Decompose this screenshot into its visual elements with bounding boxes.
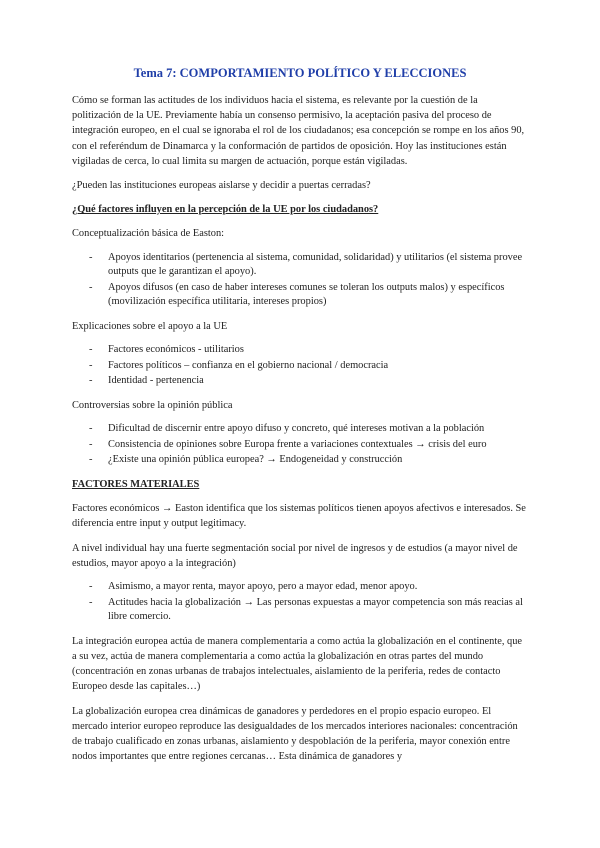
list-item: - Factores económicos - utilitarios	[72, 343, 528, 358]
economicos-paragraph: Factores económicos → Easton identifica que los sistemas políticos tienen apoyos afectivos e interesados. Se diferencia entre input y output legitimacy.	[72, 503, 526, 530]
list-item: - Actitudes hacia la globalización → Las personas expuestas a mayor competencia son más reacias al libre comercio.	[72, 596, 528, 625]
intro-paragraph: Cómo se forman las actitudes de los individuos hacia el sistema, es relevante por la cuestión de la politización de la UE. Previamente había un consenso permisivo, la aceptación pasiva del proceso de integración europeo, en el cual se ignoraba el rol de los ciudadanos; esa concepción se rompe en los años 90, con el referéndum de Dinamarca y la conformación de partidos de oposición. Hoy las instituciones están vigiladas de cerca, lo cual limita su margen de actuación, porque están vigiladas.	[72, 95, 525, 167]
individual-paragraph: A nivel individual hay una fuerte segmentación social por nivel de ingresos y de estudios (a mayor nivel de estudios, mayor apoyo a la integración)	[72, 542, 518, 569]
list-item: - ¿Existe una opinión pública europea? → Endogeneidad y construcción	[72, 453, 528, 468]
individual-list	[72, 580, 528, 625]
document-page	[72, 66, 528, 773]
globalizacion-paragraph: La globalización europea crea dinámicas de ganadores y perdedores en el propio espacio europeo. El mercado interior europeo reproduce las desigualdades de los mercados interiores nacionales: concentración de trabajo cualificado en zonas urbanas, aislamiento y despoblación de la periferia, mayor conexión entre nodos importantes que entre regiones cercanas… Esta dinámica de ganadores y	[72, 705, 518, 763]
list-item: - Identidad - pertenencia	[72, 374, 528, 389]
document-title: Tema 7: COMPORTAMIENTO POLÍTICO Y ELECCIONES	[133, 66, 467, 80]
controversias-list	[72, 422, 528, 468]
list-item: - Asimismo, a mayor renta, mayor apoyo, pero a mayor edad, menor apoyo.	[72, 580, 528, 595]
list-item: - Apoyos difusos (en caso de haber intereses comunes se toleran los outputs malos) y específicos (movilización específica utilitaria, intereses propios)	[72, 281, 528, 310]
section-heading-factores: ¿Qué factores influyen en la percepción de la UE por los ciudadanos?	[72, 204, 379, 216]
integracion-paragraph: La integración europea actúa de manera complementaria a como actúa la globalización en el continente, que a su vez, actúa de manera complementaria a como actúa la globalización en otras partes del mundo (concentración en zonas urbanas de trabajos intelectuales, aislamiento de la periferia, redes de contacto Europeo desde las capitales…)	[72, 635, 523, 693]
controversias-label: Controversias sobre la opinión pública	[72, 399, 233, 411]
list-item: - Consistencia de opiniones sobre Europa frente a variaciones contextuales → crisis del euro	[72, 438, 528, 453]
explicaciones-list	[72, 343, 528, 389]
list-item: - Apoyos identitarios (pertenencia al sistema, comunidad, solidaridad) y utilitarios (el sistema provee outputs que le garantizan el apoyo).	[72, 251, 528, 280]
list-item: - Factores políticos – confianza en el gobierno nacional / democracia	[72, 359, 528, 374]
explicaciones-label: Explicaciones sobre el apoyo a la UE	[72, 321, 228, 332]
question-paragraph: ¿Pueden las instituciones europeas aislarse y decidir a puertas cerradas?	[72, 180, 371, 192]
list-item: - Dificultad de discernir entre apoyo difuso y concreto, qué intereses motivan a la población	[72, 422, 528, 437]
section-heading-materiales: FACTORES MATERIALES	[72, 478, 200, 490]
easton-label: Conceptualización básica de Easton:	[72, 228, 225, 240]
easton-list	[72, 251, 528, 310]
